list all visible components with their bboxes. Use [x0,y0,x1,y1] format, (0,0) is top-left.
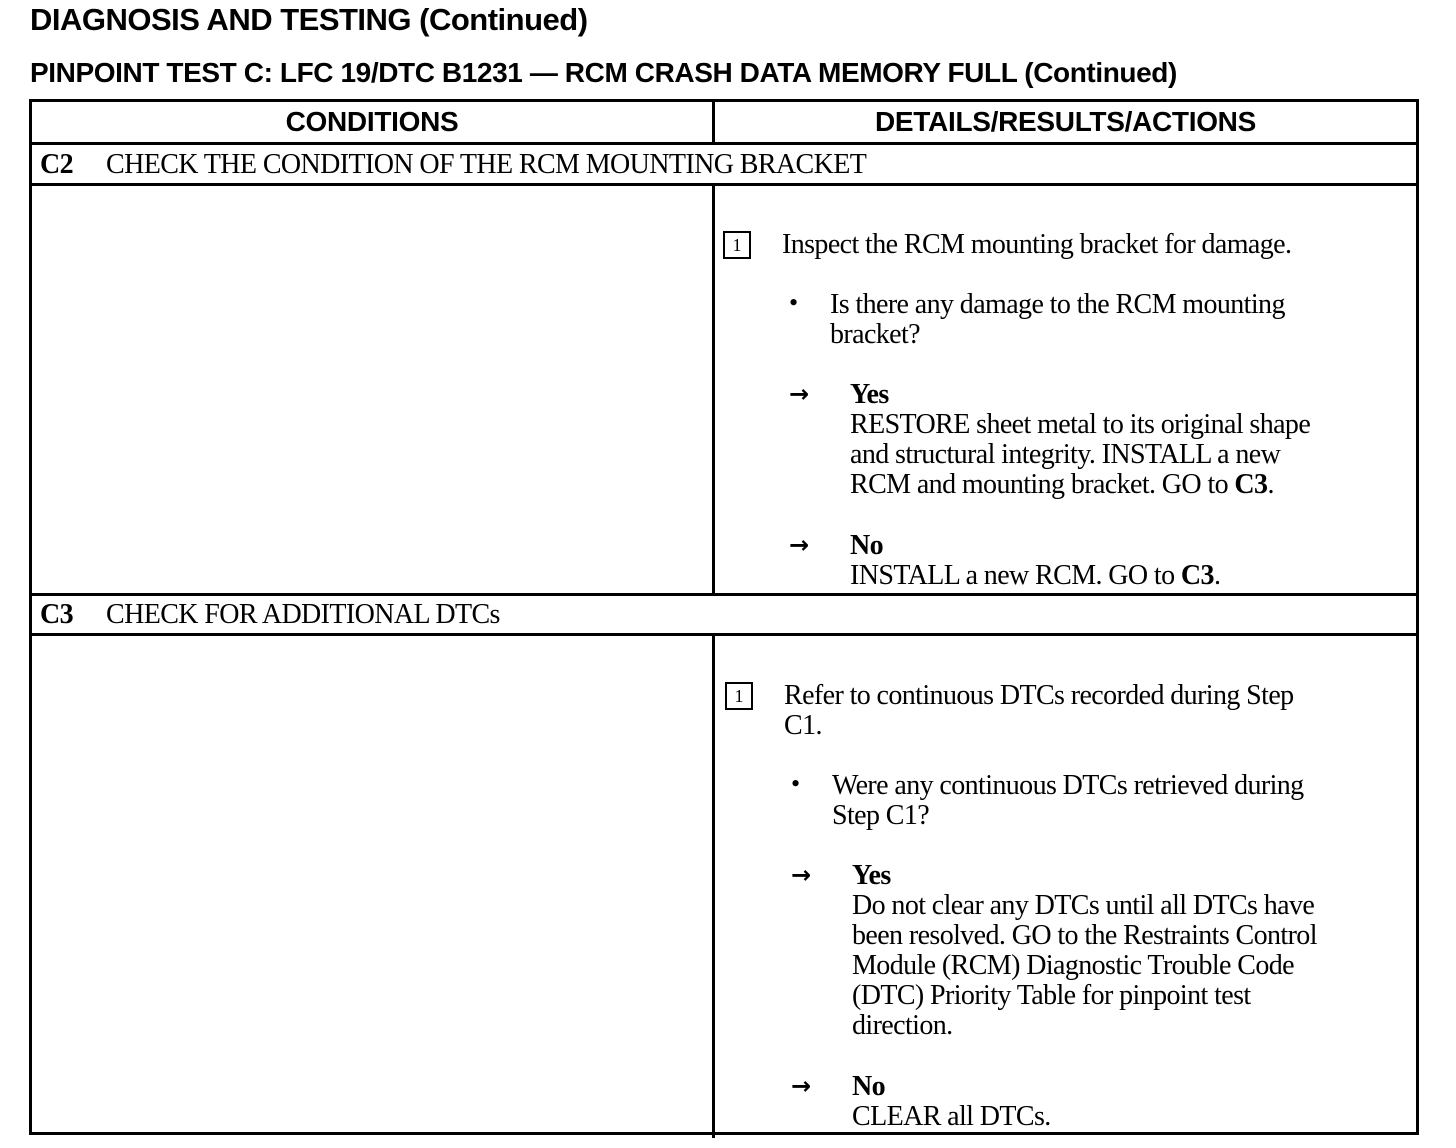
section-c3-id: C3 [40,599,74,630]
page-title: DIAGNOSIS AND TESTING (Continued) [30,2,588,37]
yes-label: Yes [850,379,889,410]
yes-result: Yes Do not clear any DTCs until all DTCs have been resolved. GO to the Restraints Control Module (RCM) Diagnostic Trouble Code (DTC) Priority Table for pinpoint test direction. [852,860,1317,1041]
details-column-header: DETAILS/RESULTS/ACTIONS [875,106,1256,137]
section-c2-header [32,145,1416,185]
pinpoint-test-table [29,99,1419,1135]
row-divider [32,633,1416,636]
question-text: Were any continuous DTCs retrieved during Step C1? [832,770,1304,831]
column-divider [712,183,715,593]
no-label: No [852,1071,886,1102]
yes-result: Yes RESTORE sheet metal to its original shape and structural integrity. INSTALL a new RCM and mounting bracket. GO to C3. [850,379,1311,500]
section-c2-title: CHECK THE CONDITION OF THE RCM MOUNTING BRACKET [106,149,867,180]
arrow-right-icon: → [789,380,810,408]
section-c3-title: CHECK FOR ADDITIONAL DTCs [106,599,500,630]
conditions-column-header: CONDITIONS [285,106,459,137]
step-instruction: Refer to continuous DTCs recorded during Step C1. [784,680,1294,741]
no-result: No INSTALL a new RCM. GO to C3. [850,530,1221,591]
bullet-icon: • [791,769,801,798]
step-number-box: 1 [723,231,751,259]
no-result: No CLEAR all DTCs. [852,1071,1051,1132]
column-divider [712,102,715,142]
yes-label: Yes [852,860,891,891]
arrow-right-icon: → [791,1072,812,1100]
no-label: No [850,530,884,561]
section-c3-header [32,595,1416,635]
arrow-right-icon: → [789,531,810,559]
arrow-right-icon: → [791,861,812,889]
column-divider [712,633,715,1138]
section-c2-id: C2 [40,149,74,180]
question-text: Is there any damage to the RCM mounting bracket? [830,289,1285,350]
step-number-box: 1 [725,682,753,710]
pinpoint-test-title: PINPOINT TEST C: LFC 19/DTC B1231 — RCM CRASH DATA MEMORY FULL (Continued) [30,57,1177,88]
step-instruction: Inspect the RCM mounting bracket for damage. [782,229,1292,260]
bullet-icon: • [789,288,799,317]
row-divider [32,183,1416,186]
